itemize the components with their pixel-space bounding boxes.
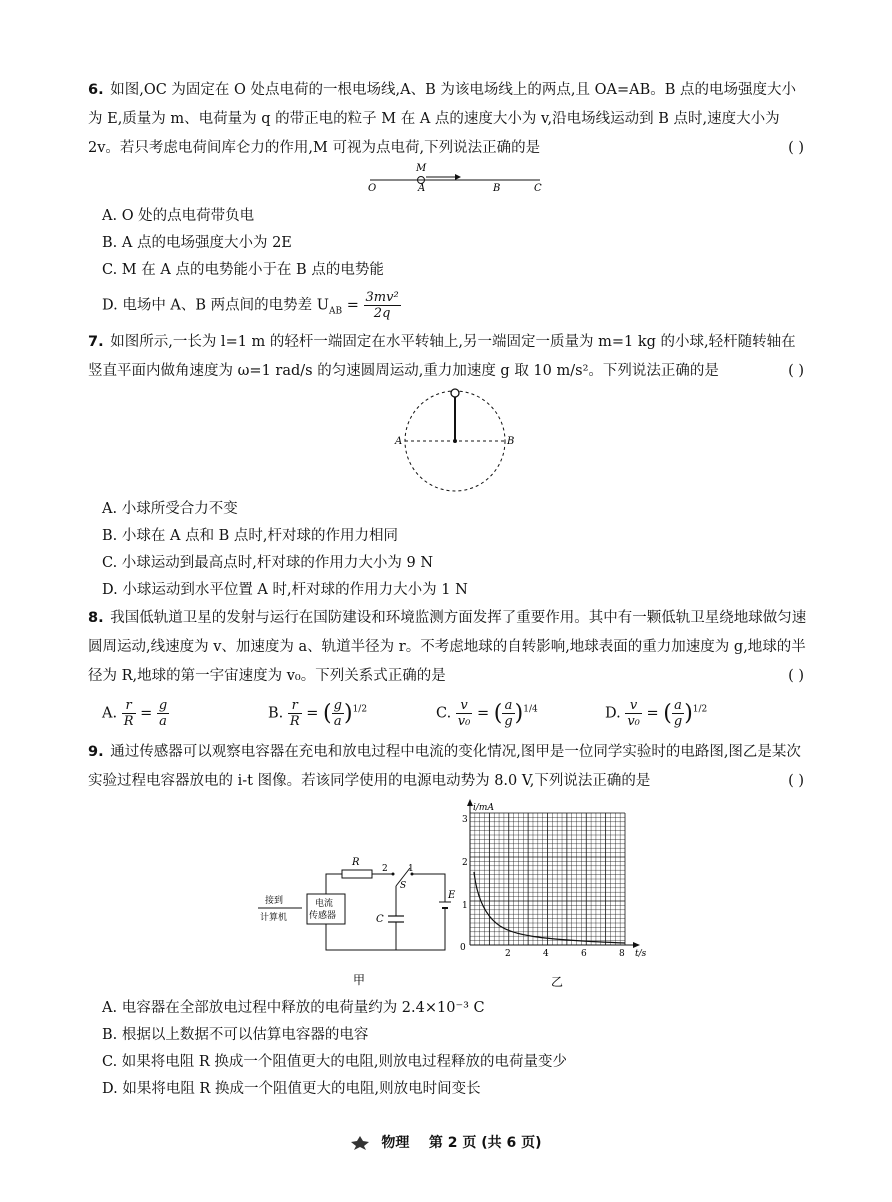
x-axis-label: t/s [635,949,647,959]
q9-option-d: D. 如果将电阻 R 换成一个阻值更大的电阻,则放电时间变长 [102,1081,481,1097]
denominator: 2q [373,306,391,321]
numerator: r [122,698,136,714]
discharge-graph [455,798,655,993]
option-text: D. 电场中 A、B 两点间的电势差 U [102,297,330,314]
label-e: E [448,890,456,901]
question-number: 7. [88,334,104,350]
numerator: v [625,698,642,714]
q9-option-c: C. 如果将电阻 R 换成一个阻值更大的电阻,则放电过程释放的电荷量变少 [102,1054,568,1070]
y-tick-0: 0 [460,943,466,953]
fraction [364,290,401,321]
y-axis-label: i/mA [473,803,494,813]
q7-option-d: D. 小球运动到水平位置 A 时,杆对球的作用力大小为 1 N [102,582,468,598]
question-stem: 如图所示,一长为 l=1 m 的轻杆一端固定在水平转轴上,另一端固定一质量为 m=1 kg 的小球,轻杆随转轴在竖直平面内做角速度为 ω=1 rad/s 的匀速圆周运动,重力加速度 g 取 10 m/s²。下列说法正确的是 [88,334,796,379]
label-b: B [493,183,501,192]
logo-icon [350,1135,370,1151]
sensor-label-top: 电流 [315,899,334,909]
question-number: 6. [88,82,104,98]
x-tick-2: 2 [505,949,511,959]
denominator: R [289,714,300,729]
q9-option-a: A. 电容器在全部放电过程中释放的电荷量约为 2.4×10⁻³ C [102,1000,485,1016]
subject-label: 物理 [381,1135,410,1151]
circular-motion-figure [390,385,520,495]
denominator: g [504,714,513,729]
q6-option-c: C. M 在 A 点的电势能小于在 B 点的电势能 [102,262,384,278]
answer-paren: ( ) [788,773,804,789]
denominator: v₀ [627,714,640,729]
label-r: R [352,857,360,868]
numerator: g [333,698,342,713]
x-tick-8: 8 [619,949,625,959]
terminal-1: 1 [408,864,414,874]
page-number: 第 2 页 (共 6 页) [428,1135,542,1151]
computer-label-top: 接到 [265,896,284,906]
q8-option-b: B. $\frac{r}{R}$ = ( $\frac{g}{a}$ )$^{1/2}$ [268,698,368,729]
answer-paren: ( ) [788,668,804,684]
figure-caption-yi: 乙 [551,975,564,989]
terminal-2: 2 [382,864,388,874]
exponent: 1/2 [352,704,368,715]
option-label: A. [102,705,118,722]
label-a: A [418,183,426,192]
option-label: D. [605,705,621,722]
numerator: r [288,698,302,714]
numerator: v [456,698,473,714]
denominator: a [159,714,167,729]
subscript: AB [329,306,343,317]
numerator: g [158,698,168,713]
question-6 [88,76,808,163]
q6-option-a: A. O 处的点电荷带负电 [102,208,255,224]
computer-label-bottom: 计算机 [260,913,288,923]
answer-paren: ( ) [788,140,804,156]
option-label: C. [436,705,452,722]
q7-option-a: A. 小球所受合力不变 [102,501,238,517]
numerator: a [502,698,514,714]
question-number: 8. [88,610,104,626]
q8-option-d: D. $\frac{v}{\text{v₀}}$ = ( $\frac{a}{g}$ )$^{1/2}$ [605,698,708,729]
y-tick-1: 1 [462,901,468,911]
y-tick-2: 2 [462,858,468,868]
page-footer [0,1132,892,1152]
circuit-diagram [250,852,465,992]
exponent: 1/4 [523,704,538,715]
denominator: g [673,714,683,729]
q6-option-b: B. A 点的电场强度大小为 2E [102,235,292,251]
numerator: a [672,698,684,714]
label-s: S [400,881,407,891]
question-8 [88,604,808,691]
question-9 [88,738,808,796]
denominator: R [123,714,134,729]
equals: = [346,297,359,314]
numerator: 3mv² [365,290,399,305]
label-c: C [534,183,542,192]
answer-paren: ( ) [788,363,804,379]
label-m: M [416,163,427,174]
y-tick-3: 3 [462,815,468,825]
denominator: v₀ [457,714,471,729]
discharge-curve [474,872,625,943]
exponent: 1/2 [692,704,708,715]
question-stem: 我国低轨道卫星的发射与运行在国防建设和环境监测方面发挥了重要作用。其中有一颗低轨卫星绕地球做匀速圆周运动,线速度为 v、加速度为 a、轨道半径为 r。不考虑地球的自转影响,地球表面的重力加速度为 g,地球的半径为 R,地球的第一宇宙速度为 v₀。下列关系式正确的是 [88,610,807,684]
q7-option-c: C. 小球运动到最高点时,杆对球的作用力大小为 9 N [102,555,434,571]
label-c: C [376,914,384,925]
x-tick-4: 4 [543,949,549,959]
label-b: B [507,436,515,447]
question-number: 9. [88,744,104,760]
field-line-figure [360,160,550,192]
option-label: B. [268,705,284,722]
label-a: A [395,436,403,447]
q7-option-b: B. 小球在 A 点和 B 点时,杆对球的作用力相同 [102,528,399,544]
question-7 [88,328,808,386]
x-tick-6: 6 [581,949,587,959]
figure-caption-jia: 甲 [353,973,366,987]
q8-option-c: C. $\frac{v}{\text{v₀}}$ = ( $\frac{a}{g}$ )$^{1/4}$ [436,698,538,729]
graph-grid [470,813,625,945]
question-stem: 通过传感器可以观察电容器在充电和放电过程中电流的变化情况,图甲是一位同学实验时的电路图,图乙是某次实验过程电容器放电的 i-t 图像。若该同学使用的电源电动势为 8.0 V,下列说法正确的是 [88,744,801,789]
denominator: a [333,714,342,729]
question-stem: 如图,OC 为固定在 O 处点电荷的一根电场线,A、B 为该电场线上的两点,且 OA=AB。B 点的电场强度大小为 E,质量为 m、电荷量为 q 的带正电的粒子 M 在 A 点的速度大小为 v,沿电场线运动到 B 点时,速度大小为 2v。若只考虑电荷间库仑力的作用,M 可视为点电荷,下列说法正确的是 [88,82,796,156]
sensor-label-bottom: 传感器 [309,911,337,921]
q6-option-d [102,290,401,322]
q9-option-b: B. 根据以上数据不可以估算电容器的电容 [102,1027,369,1043]
label-o: O [368,183,377,192]
q8-option-a: A. $\frac{r}{R}$ = $\frac{g}{a}$ [102,698,168,729]
